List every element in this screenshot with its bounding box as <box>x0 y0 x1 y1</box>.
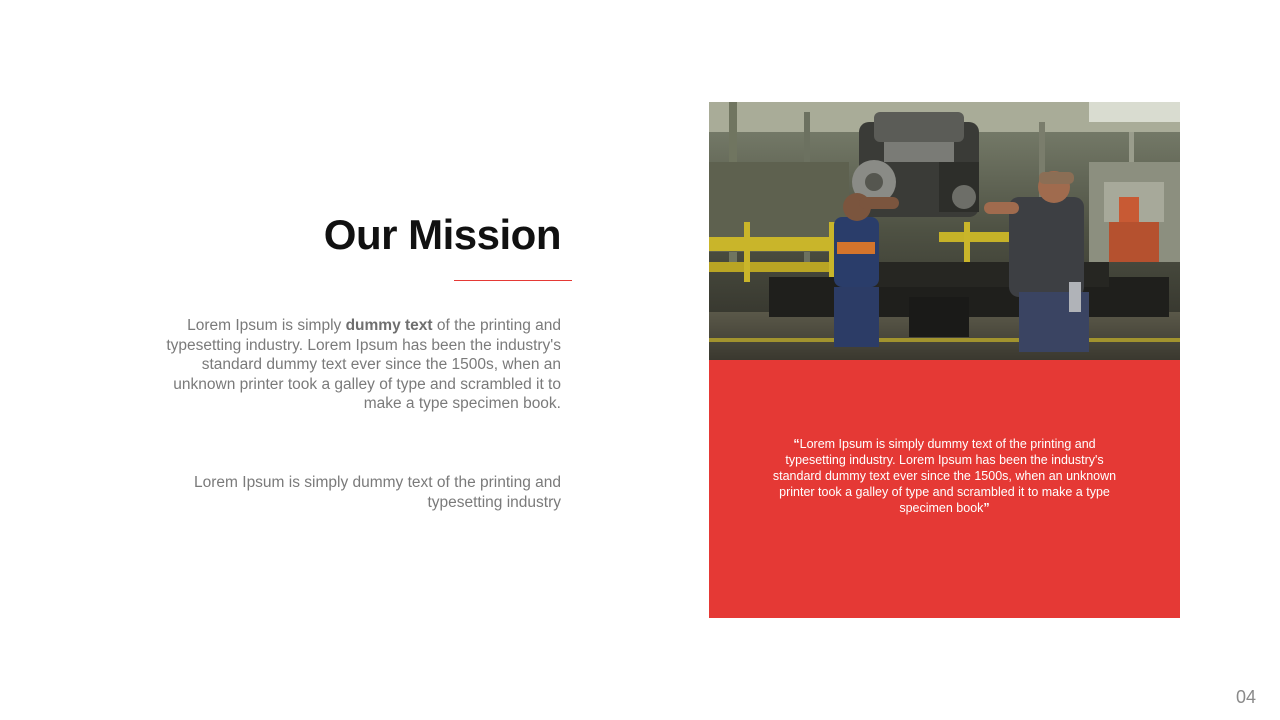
quote-open-mark: “ <box>793 437 800 451</box>
factory-photo <box>709 102 1180 360</box>
slide-title: Our Mission <box>323 211 561 258</box>
mission-paragraph-start: Lorem Ipsum is simply <box>187 317 346 334</box>
quote-text-block <box>769 436 1120 516</box>
title-divider <box>454 280 572 281</box>
quote-text: Lorem Ipsum is simply dummy text of the printing and typesetting industry. Lorem Ipsum has been the industry's standard dummy text ever since the 1500s, when an unknown printer took a galley of type and scrambled it to make a type specimen book <box>772 437 1117 515</box>
factory-photo-illustration <box>709 102 1180 360</box>
mission-paragraph-bold: dummy text <box>345 317 433 334</box>
secondary-paragraph: Lorem Ipsum is simply dummy text of the printing and typesetting industry <box>194 474 561 511</box>
page-number: 04 <box>1235 687 1256 707</box>
mission-paragraph-end: of the printing and typesetting industry. Lorem Ipsum has been the industry's standard dummy text ever since the 1500s, when an unknown printer took a galley of type and scrambled it to make a type specimen book. <box>166 317 561 412</box>
mission-paragraph <box>161 316 561 414</box>
quote-box <box>709 360 1180 618</box>
quote-close-mark: ” <box>983 501 990 515</box>
